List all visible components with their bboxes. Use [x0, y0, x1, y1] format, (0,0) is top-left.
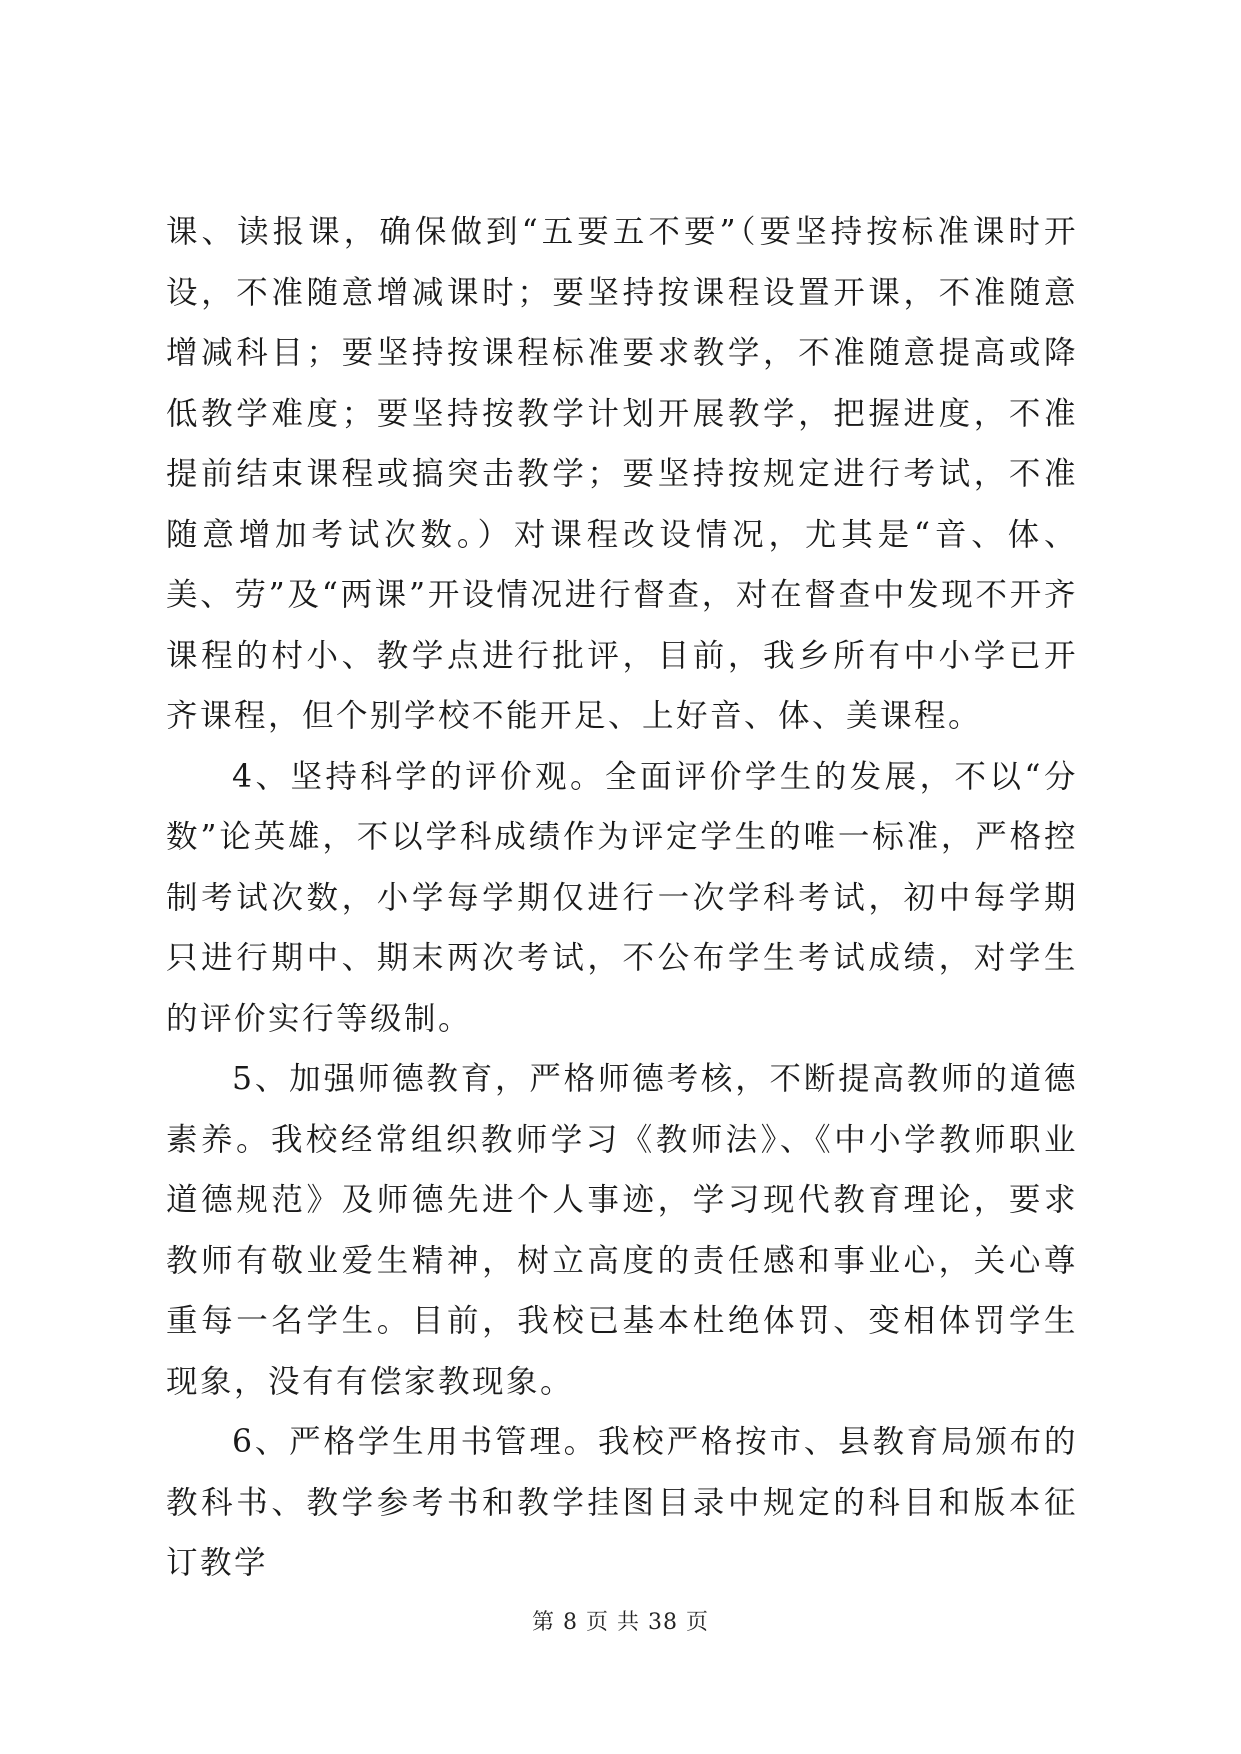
- paragraph-continuation: 课、读报课，确保做到“五要五不要”（要坚持按标准课时开设，不准随意增减课时；要坚持按课程设置开课，不准随意增减科目；要坚持按课程标准要求教学，不准随意提高或降低教学难度；要坚持按教学计划开展教学，把握进度，不准提前结束课程或搞突击教学；要坚持按规定进行考试，不准随意增加考试次数。）对课程改设情况，尤其是“音、体、美、劳”及“两课”开设情况进行督查，对在督查中发现不开齐课程的村小、教学点进行批评，目前，我乡所有中小学已开齐课程，但个别学校不能开足、上好音、体、美课程。: [166, 214, 1078, 734]
- paragraph-item-4: 4、坚持科学的评价观。全面评价学生的发展，不以“分数”论英雄，不以学科成绩作为评定学生的唯一标准，严格控制考试次数，小学每学期仅进行一次学科考试，初中每学期只进行期中、期末两次考试，不公布学生考试成绩，对学生的评价实行等级制。: [166, 758, 1078, 1037]
- page-number-footer: 第 8 页 共 38 页: [532, 1610, 709, 1635]
- paragraph-item-6: 6、严格学生用书管理。我校严格按市、县教育局颁布的教科书、教学参考书和教学挂图目录中规定的科目和版本征订教学: [166, 1424, 1078, 1581]
- paragraph-item-5: 5、加强师德教育，严格师德考核，不断提高教师的道德素养。我校经常组织教师学习《教师法》、《中小学教师职业道德规范》及师德先进个人事迹，学习现代教育理论，要求教师有敬业爱生精神，树立高度的责任感和事业心，关心尊重每一名学生。目前，我校已基本杜绝体罚、变相体罚学生现象，没有有偿家教现象。: [166, 1061, 1078, 1400]
- document-body: [166, 202, 1078, 1594]
